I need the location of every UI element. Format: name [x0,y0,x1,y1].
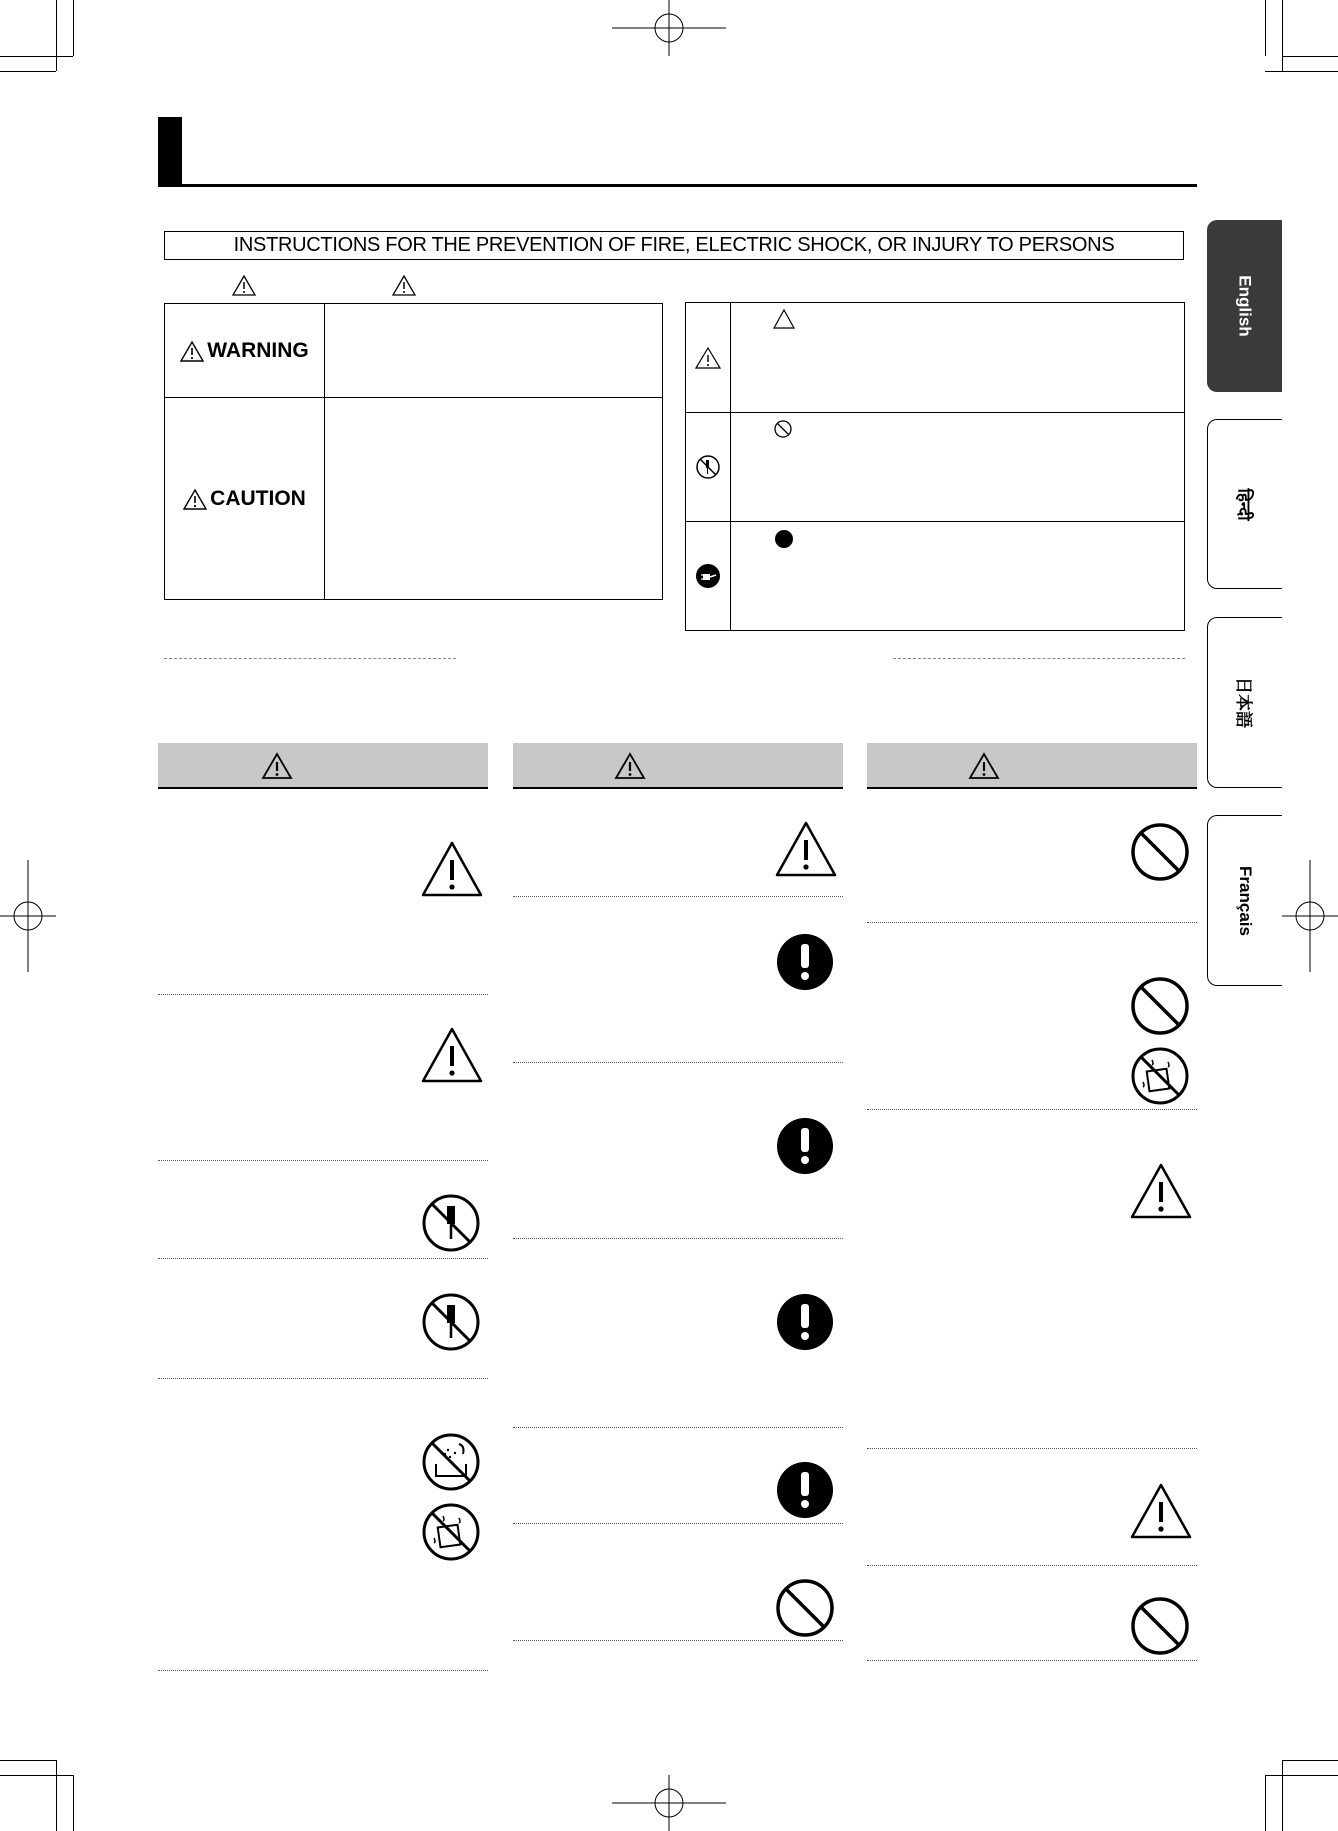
mandatory-icon [775,1116,835,1176]
divider-dashed-left [164,658,456,659]
registration-mark-bottom [612,1775,726,1831]
warning-triangle-icon [1129,1482,1193,1540]
no-liquid-container-icon [1130,1046,1190,1106]
warning-label-text: WARNING [207,338,309,362]
language-tab-english[interactable] [1207,220,1282,392]
column-header-2 [513,743,843,789]
caution-definition-row [165,398,662,599]
warning-triangle-icon [614,752,646,780]
item-separator [867,1565,1197,1566]
warning-triangle-icon [420,840,484,898]
language-tab-hindi[interactable] [1207,419,1282,589]
caution-label-text: CAUTION [210,486,306,510]
symbol-explanation-table [685,302,1185,631]
warning-triangle-icon [695,346,721,370]
prohibited-icon [1130,822,1190,882]
symbol-row-mandatory [686,522,1184,630]
warning-label [165,304,325,397]
item-separator [513,1640,843,1641]
item-separator [158,1378,488,1379]
no-disassemble-icon [421,1193,481,1253]
mandatory-icon [775,932,835,992]
warning-triangle-icon [392,275,416,296]
item-separator [867,922,1197,923]
language-tab-label: Français [1236,865,1255,936]
item-separator [513,1523,843,1524]
item-separator [867,1109,1197,1110]
warning-triangle-icon [180,340,204,362]
section-title-rule [158,184,1197,187]
item-separator [513,1238,843,1239]
warning-caution-definitions [164,303,663,600]
warning-triangle-icon [968,752,1000,780]
warning-triangle-icon [774,820,838,878]
column-header-1 [158,743,488,789]
item-separator [158,1160,488,1161]
symbol-row-triangle [686,303,1184,413]
mandatory-symbol-icon [773,528,795,550]
item-separator [867,1448,1197,1449]
language-tab-japanese[interactable] [1207,617,1282,788]
unplug-icon [695,563,721,589]
language-tab-label: 日本語 [1233,677,1253,728]
registration-mark-top [612,0,726,56]
item-separator [513,896,843,897]
no-liquid-container-icon [421,1502,481,1562]
mandatory-icon [775,1292,835,1352]
symbol-row-prohibited [686,413,1184,522]
language-tab-label: हिन्दी [1234,487,1254,521]
registration-mark-left [0,860,56,972]
language-tab-label: English [1236,275,1255,337]
warning-triangle-icon [1129,1162,1193,1220]
divider-dashed-right [893,658,1185,659]
registration-mark-right [1282,860,1338,972]
language-tab-french[interactable] [1207,815,1282,986]
no-disassemble-icon [695,454,721,480]
column-header-3 [867,743,1197,789]
prohibited-icon [775,1578,835,1638]
item-separator [158,1258,488,1259]
prohibited-icon [1130,1596,1190,1656]
warning-triangle-icon [261,752,293,780]
warning-triangle-icon [232,275,256,296]
triangle-symbol-icon [773,309,795,329]
item-separator [513,1062,843,1063]
item-separator [513,1427,843,1428]
warning-triangle-icon [420,1026,484,1084]
warning-definition-row [165,304,662,398]
mandatory-icon [775,1460,835,1520]
item-separator [867,1660,1197,1661]
warning-triangle-icon [183,488,207,510]
item-separator [158,1670,488,1671]
no-water-icon [421,1432,481,1492]
prohibited-icon [1130,976,1190,1036]
caution-label [165,398,325,599]
no-disassemble-icon [421,1292,481,1352]
prohibited-symbol-icon [773,419,793,439]
section-title-block [158,117,182,187]
instructions-banner: INSTRUCTIONS FOR THE PREVENTION OF FIRE, ELECTRIC SHOCK, OR INJURY TO PERSONS [164,231,1184,260]
item-separator [158,994,488,995]
